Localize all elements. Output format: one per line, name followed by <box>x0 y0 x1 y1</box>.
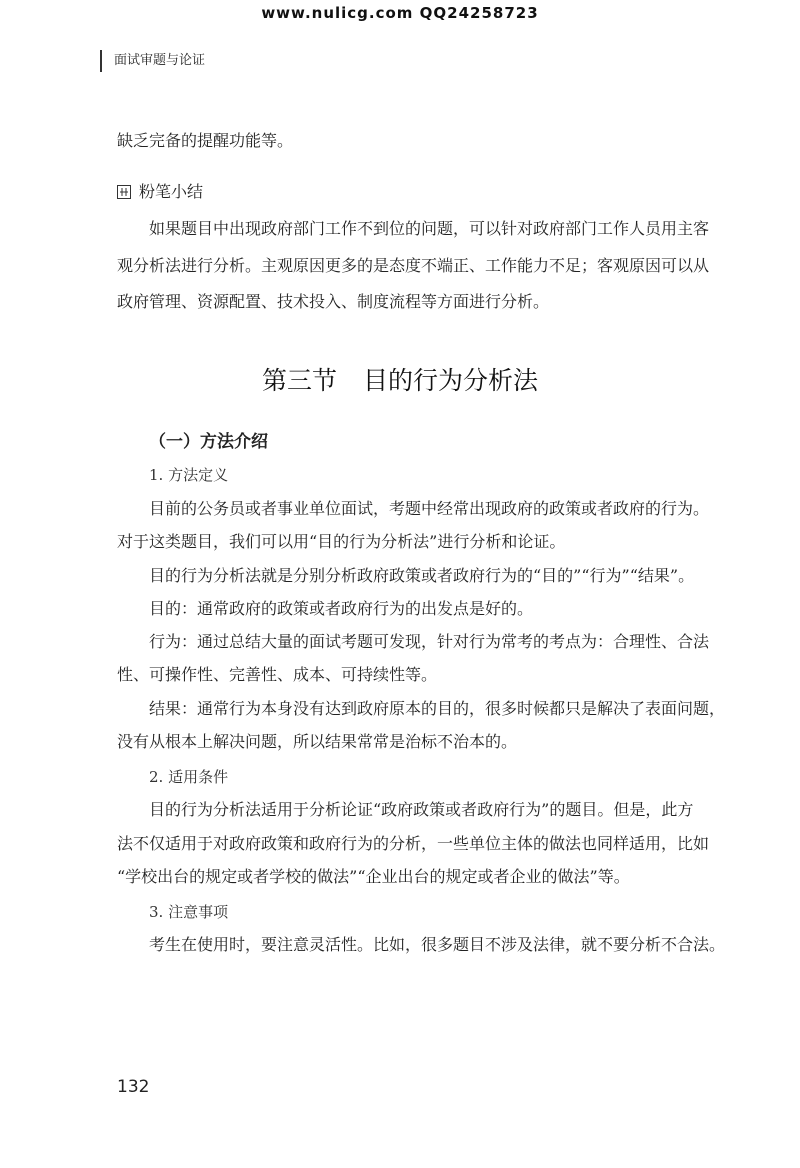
item-title-notes: 3. 注意事项 <box>149 903 229 921</box>
summary-line: 如果题目中出现政府部门工作不到位的问题，可以针对政府部门工作人员用主客 <box>149 219 710 238</box>
body-line: 考生在使用时，要注意灵活性。比如，很多题目不涉及法律，就不要分析不合法。 <box>149 935 726 954</box>
body-line: 目的行为分析法适用于分析论证“政府政策或者政府行为”的题目。但是，此方 <box>149 800 694 819</box>
section-name: 目的行为分析法 <box>363 366 539 395</box>
running-title: 面试审题与论证 <box>114 53 206 68</box>
body-line: 对于这类题目，我们可以用“目的行为分析法”进行分析和论证。 <box>117 532 566 551</box>
chalk-summary-icon <box>117 185 131 199</box>
body-line: 没有从根本上解决问题，所以结果常常是治标不治本的。 <box>117 732 518 751</box>
running-header <box>100 50 205 72</box>
summary-line: 政府管理、资源配置、技术投入、制度流程等方面进行分析。 <box>117 292 550 311</box>
summary-title: 粉笔小结 <box>139 182 204 201</box>
intro-line: 缺乏完备的提醒功能等。 <box>117 131 294 150</box>
body-line: 性、可操作性、完善性、成本、可持续性等。 <box>117 665 438 684</box>
body-line: 行为：通过总结大量的面试考题可发现，针对行为常考的考点为：合理性、合法 <box>149 632 710 651</box>
section-title <box>0 363 800 399</box>
item-title-conditions: 2. 适用条件 <box>149 768 229 786</box>
watermark: www.nulicg.com QQ24258723 <box>261 4 539 22</box>
subsection-title: （一）方法介绍 <box>149 432 268 452</box>
body-line: 目的：通常政府的政策或者政府行为的出发点是好的。 <box>149 599 534 618</box>
item-title-definition: 1. 方法定义 <box>149 466 229 484</box>
body-line: 目的行为分析法就是分别分析政府政策或者政府行为的“目的”“行为”“结果”。 <box>149 566 695 585</box>
body-line: 结果：通常行为本身没有达到政府原本的目的，很多时候都只是解决了表面问题， <box>149 699 726 718</box>
page-number: 132 <box>117 1077 150 1097</box>
summary-line: 观分析法进行分析。主观原因更多的是态度不端正、工作能力不足；客观原因可以从 <box>117 256 710 275</box>
body-line: “学校出台的规定或者学校的做法”“企业出台的规定或者企业的做法”等。 <box>117 867 630 886</box>
section-number: 第三节 <box>261 366 337 395</box>
body-line: 法不仅适用于对政府政策和政府行为的分析，一些单位主体的做法也同样适用，比如 <box>117 834 710 853</box>
body-line: 目前的公务员或者事业单位面试，考题中经常出现政府的政策或者政府的行为。 <box>149 499 710 518</box>
summary-heading <box>117 181 203 203</box>
